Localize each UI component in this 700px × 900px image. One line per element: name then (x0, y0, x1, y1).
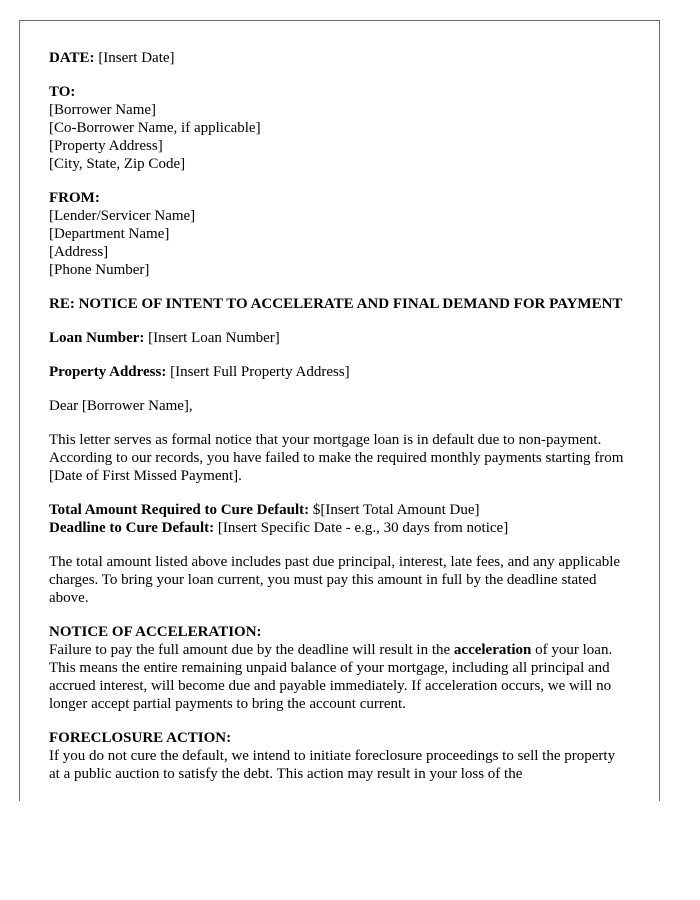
cure-amount-value: $[Insert Total Amount Due] (309, 502, 480, 518)
acceleration-heading: NOTICE OF ACCELERATION: (49, 624, 262, 640)
foreclosure-section (49, 729, 629, 783)
cure-deadline-label: Deadline to Cure Default: (49, 520, 215, 536)
acceleration-text-before: Failure to pay the full amount due by the deadline will result in the (49, 642, 454, 658)
from-line: [Lender/Servicer Name] (49, 208, 196, 224)
to-line: [Borrower Name] (49, 102, 157, 118)
to-block (49, 83, 629, 173)
from-line: [Address] (49, 244, 109, 260)
cure-amount-label: Total Amount Required to Cure Default: (49, 502, 310, 518)
property-address-value: [Insert Full Property Address] (166, 364, 350, 380)
acceleration-text-after: of your loan. This means the entire remaining unpaid balance of your mortgage, including all principal and accrued interest, will become due and payable immediately. If acceleration occurs, we will no longer accept partial payments to bring the account current. (49, 642, 613, 712)
letter-content (49, 49, 629, 799)
from-block (49, 189, 629, 279)
date-line (49, 49, 629, 67)
loan-number-line (49, 329, 629, 347)
to-line: [Co-Borrower Name, if applicable] (49, 120, 261, 136)
cure-amount-line (49, 501, 629, 519)
acceleration-bold-word: acceleration (453, 642, 532, 658)
default-paragraph: This letter serves as formal notice that your mortgage loan is in default due to non-payment. According to our records, you have failed to make the required monthly payments starting from [Date of First Missed Payment]. (49, 432, 624, 484)
foreclosure-heading: FORECLOSURE ACTION: (49, 730, 232, 746)
charges-paragraph: The total amount listed above includes past due principal, interest, late fees, and any applicable charges. To bring your loan current, you must pay this amount in full by the deadline stated above. (49, 554, 621, 606)
cure-block (49, 501, 629, 537)
to-line: [Property Address] (49, 138, 163, 154)
salutation: Dear [Borrower Name], (49, 398, 193, 414)
to-label: TO: (49, 84, 76, 100)
from-line: [Department Name] (49, 226, 170, 242)
property-address-line (49, 363, 629, 381)
letter-page (19, 20, 660, 801)
loan-number-label: Loan Number: (49, 330, 145, 346)
subject-line: RE: NOTICE OF INTENT TO ACCELERATE AND FINAL DEMAND FOR PAYMENT (49, 296, 623, 312)
date-value: [Insert Date] (94, 50, 175, 66)
foreclosure-text: If you do not cure the default, we intend to initiate foreclosure proceedings to sell the property at a public auction to satisfy the debt. This action may result in your loss of the (49, 748, 616, 782)
cure-deadline-value: [Insert Specific Date - e.g., 30 days from notice] (214, 520, 509, 536)
to-line: [City, State, Zip Code] (49, 156, 186, 172)
from-line: [Phone Number] (49, 262, 150, 278)
acceleration-section (49, 623, 629, 713)
from-label: FROM: (49, 190, 100, 206)
date-label: DATE: (49, 50, 95, 66)
property-address-label: Property Address: (49, 364, 167, 380)
loan-number-value: [Insert Loan Number] (144, 330, 280, 346)
cure-deadline-line (49, 519, 629, 537)
